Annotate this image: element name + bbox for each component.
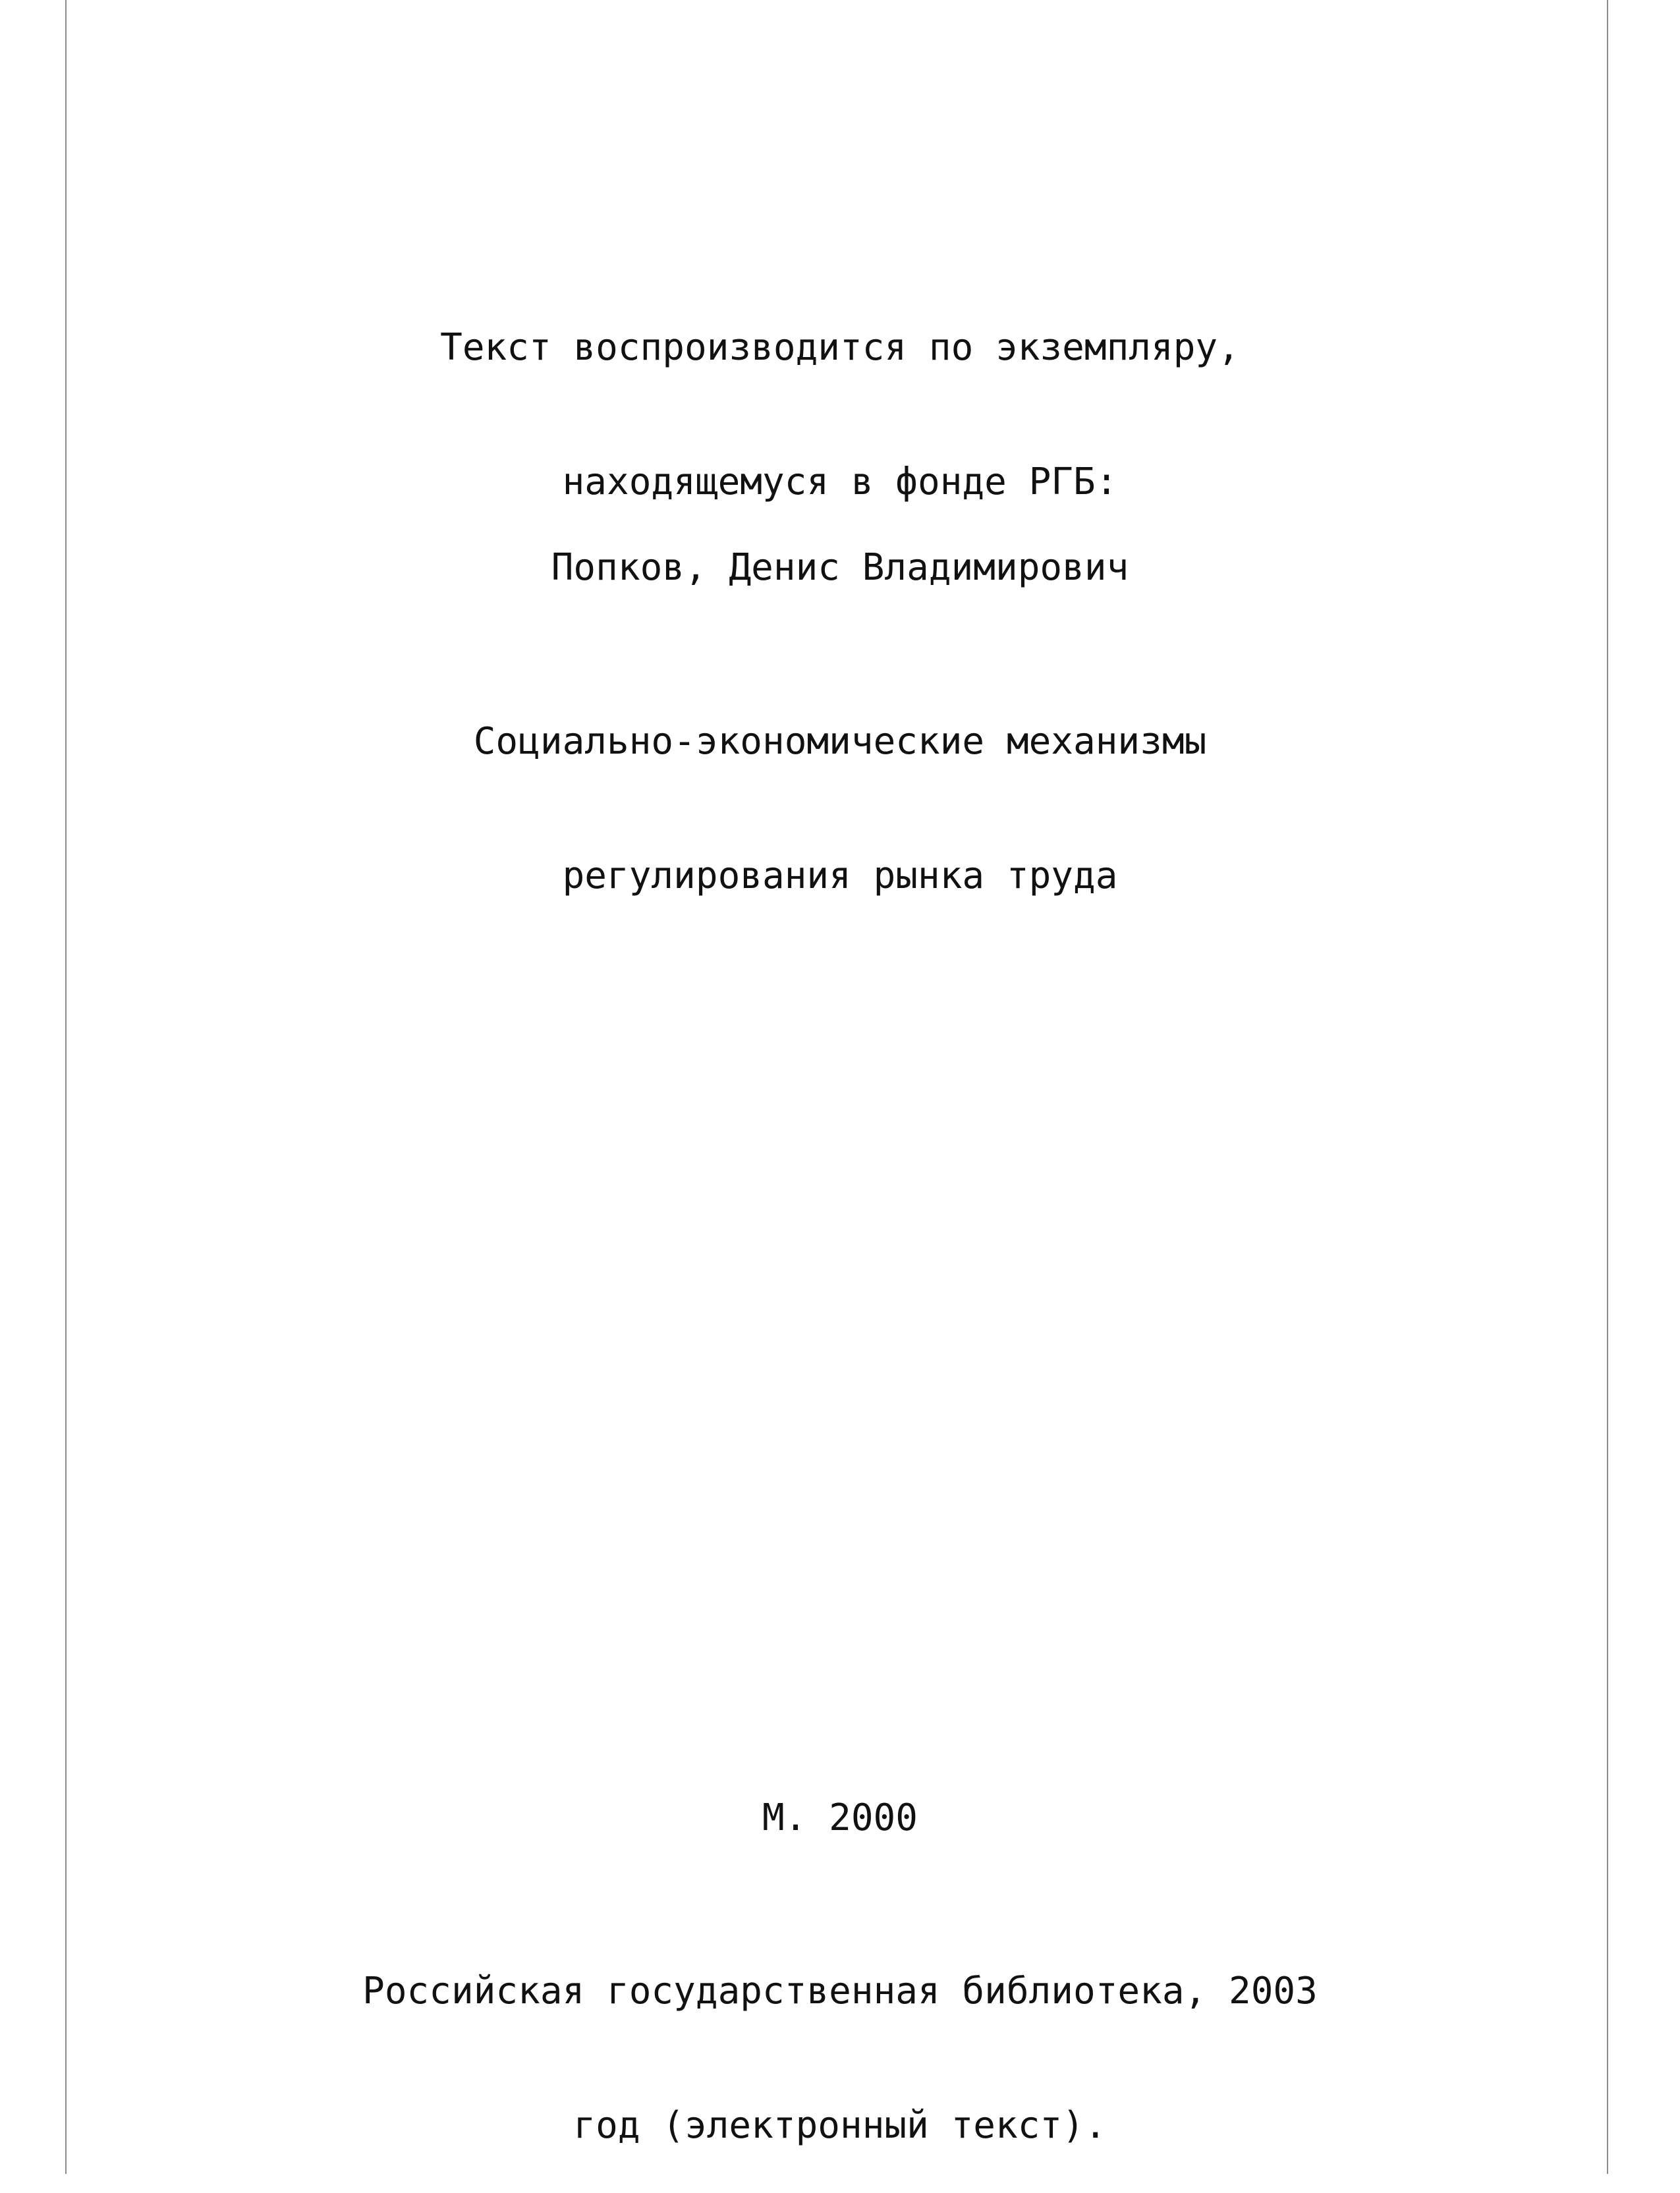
title-line-2: регулирования рынка труда bbox=[562, 854, 1118, 897]
imprint-line: М. 2000 bbox=[762, 1796, 918, 1839]
publication-imprint bbox=[0, 1706, 1680, 1885]
author-name bbox=[0, 456, 1680, 635]
library-line-2: год (электронный текст). bbox=[573, 2104, 1107, 2147]
document-title bbox=[0, 630, 1680, 943]
library-line-1: Российская государственная библиотека, 2003 bbox=[362, 1970, 1318, 2013]
title-line-1: Социально-экономические механизмы bbox=[473, 720, 1207, 763]
library-credit bbox=[0, 1879, 1680, 2193]
notice-line-2: находящемуся в фонде РГБ: bbox=[562, 460, 1118, 503]
author-line: Попков, Денис Владимирович bbox=[551, 546, 1129, 589]
notice-line-1: Текст воспроизводится по экземпляру, bbox=[440, 326, 1240, 369]
